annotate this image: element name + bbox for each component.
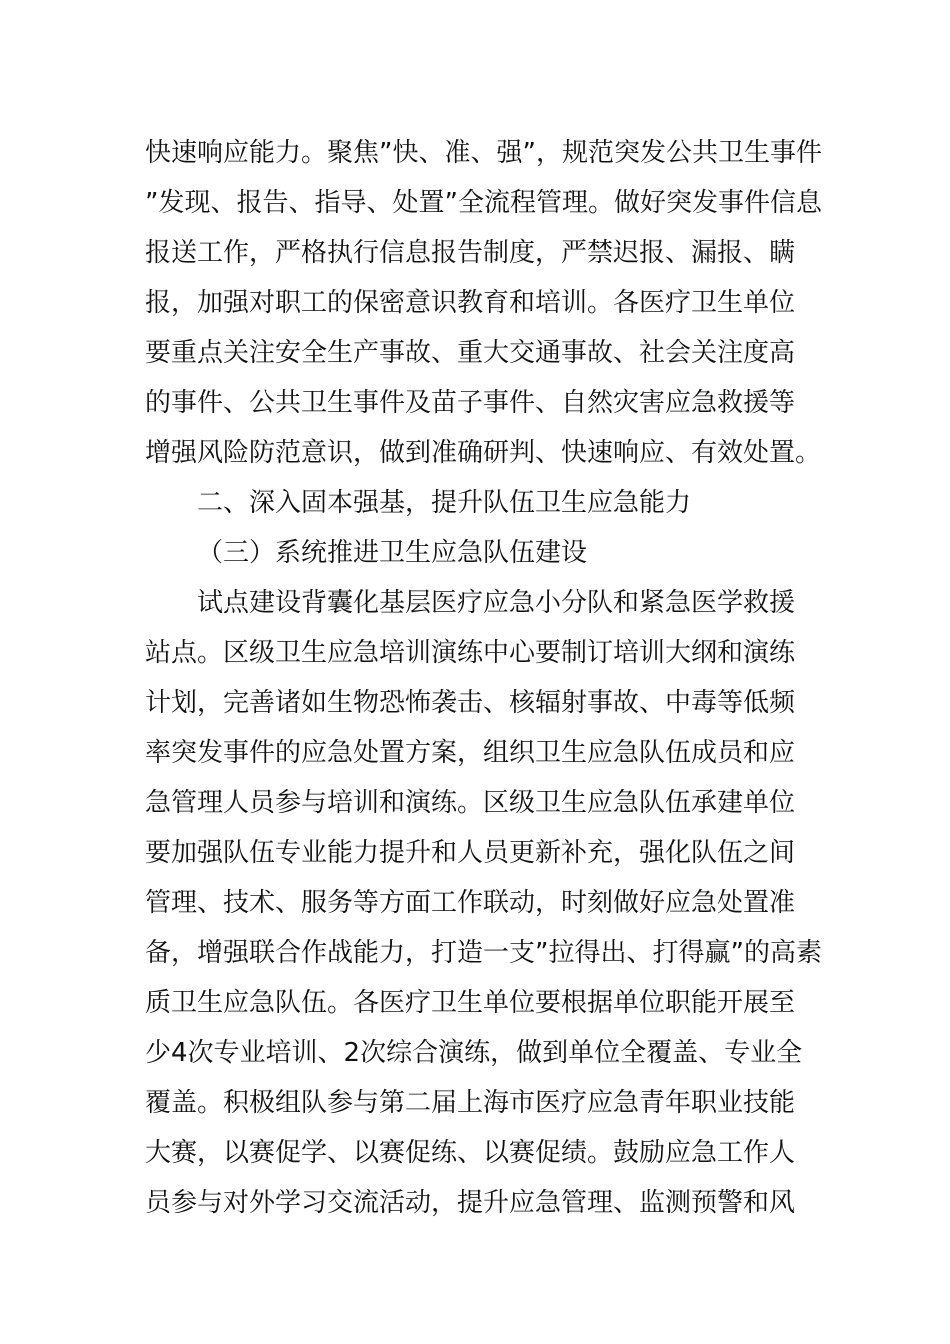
- paragraph-first-line: 试点建设背囊化基层医疗应急小分队和紧急医学救援: [197, 588, 796, 618]
- text-line: 管理、技术、服务等方面工作联动，时刻做好应急处置准: [145, 888, 796, 918]
- text-line: 增强风险防范意识，做到准确研判、快速响应、有效处置。: [145, 438, 822, 468]
- section-heading: 二、深入固本强基，提升队伍卫生应急能力: [197, 488, 692, 518]
- text-line: 报，加强对职工的保密意识教育和培训。各医疗卫生单位: [145, 288, 796, 318]
- text-line: 质卫生应急队伍。各医疗卫生单位要根据单位职能开展至: [145, 988, 796, 1018]
- text-line: 要重点关注安全生产事故、重大交通事故、社会关注度高: [145, 338, 796, 368]
- text-line: 覆盖。积极组队参与第二届上海市医疗应急青年职业技能: [145, 1088, 796, 1118]
- text-line: 员参与对外学习交流活动，提升应急管理、监测预警和风: [145, 1188, 796, 1218]
- text-line: 备，增强联合作战能力，打造一支”拉得出、打得赢”的高素: [145, 938, 822, 968]
- text-line: 急管理人员参与培训和演练。区级卫生应急队伍承建单位: [145, 788, 796, 818]
- text-line: 的事件、公共卫生事件及苗子事件、自然灾害应急救援等: [145, 388, 796, 418]
- subsection-heading: （三）系统推进卫生应急队伍建设: [197, 538, 588, 568]
- document-body: [145, 128, 822, 1228]
- text-line: ”发现、报告、指导、处置”全流程管理。做好突发事件信息: [145, 188, 822, 218]
- text-line: 计划，完善诸如生物恐怖袭击、核辐射事故、中毒等低频: [145, 688, 796, 718]
- text-line: 率突发事件的应急处置方案，组织卫生应急队伍成员和应: [145, 738, 796, 768]
- text-line: 大赛，以赛促学、以赛促练、以赛促绩。鼓励应急工作人: [145, 1138, 796, 1168]
- text-line: 要加强队伍专业能力提升和人员更新补充，强化队伍之间: [145, 838, 796, 868]
- text-line: 报送工作，严格执行信息报告制度，严禁迟报、漏报、瞒: [145, 238, 796, 268]
- text-line: 站点。区级卫生应急培训演练中心要制订培训大纲和演练: [145, 638, 796, 668]
- text-line: 快速响应能力。聚焦”快、准、强”，规范突发公共卫生事件: [145, 138, 822, 168]
- text-line: 少4次专业培训、2次综合演练，做到单位全覆盖、专业全: [145, 1038, 803, 1068]
